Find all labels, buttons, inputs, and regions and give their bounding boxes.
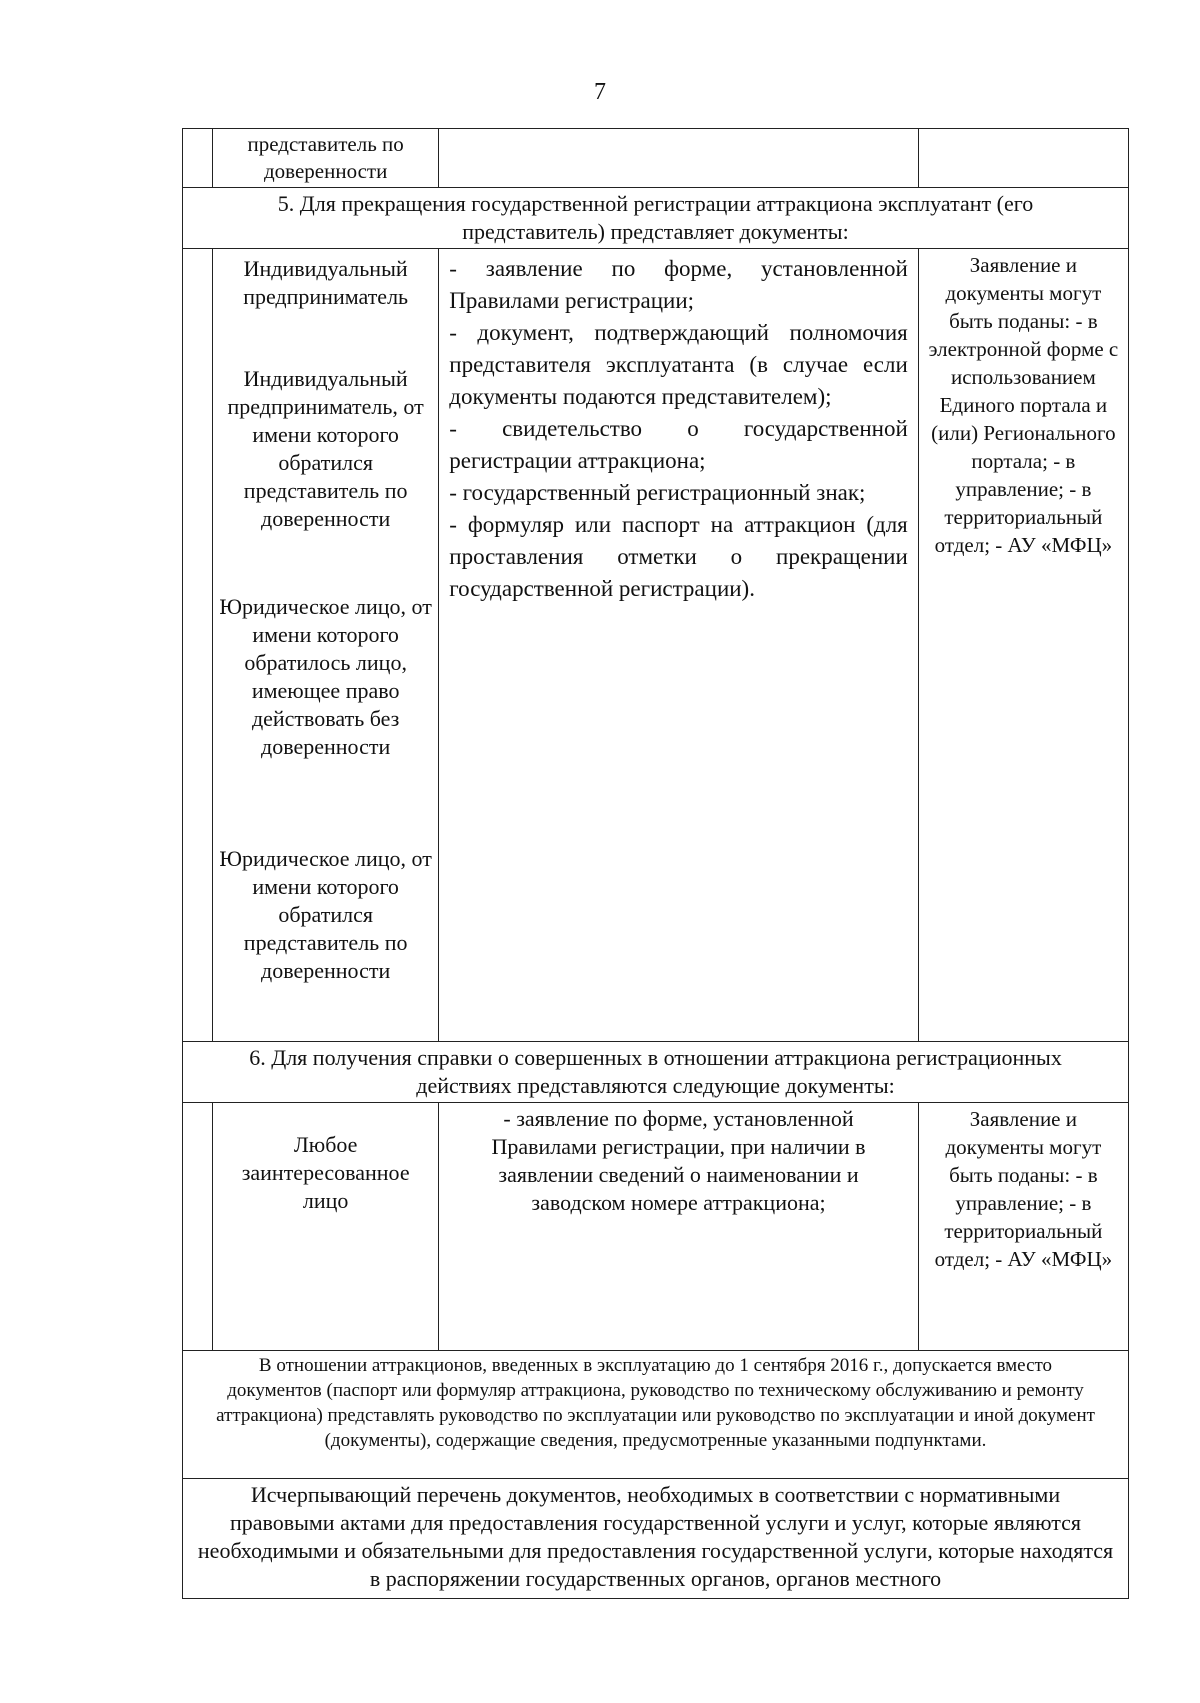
- documents-table: [182, 128, 1129, 1599]
- final-heading-text: Исчерпывающий перечень документов, необходимых в соответствии с нормативными правовыми актами для предоставления государственной услуги и услуг, которые являются необходимыми и обязательными для предоставления государственной услуги, которые находятся в распоряжении государственных органов, органов местного: [197, 1482, 1114, 1591]
- applicant-list: [213, 249, 438, 985]
- section-heading-row: [183, 188, 1129, 249]
- note-text: В отношении аттракционов, введенных в эксплуатацию до 1 сентября 2016 г., допускается вместо документов (паспорт или формуляр аттракциона, руководство по техническому обслуживанию и ремонту аттракциона) представлять руководство по эксплуатации или руководство по эксплуатации и иной документ (документы), содержащие сведения, предусмотренные указанными подпунктами.: [216, 1355, 1095, 1451]
- section-5-heading: 5. Для прекращения государственной регистрации аттракциона эксплуатант (его представитель) представляет документы:: [277, 191, 1034, 244]
- list-item: - формуляр или паспорт на аттракцион (для проставления отметки о прекращении государственной регистрации).: [449, 512, 908, 601]
- methods-cell: [918, 249, 1128, 1042]
- submission-methods: Заявление и документы могут быть поданы: - в электронной форме с использованием Единого портала и (или) Регионального портала; - в управление; - в территориальный отдел; - АУ «МФЦ»: [928, 253, 1119, 557]
- documents-cell: [439, 129, 919, 188]
- list-item: - свидетельство о государственной регистрации аттракциона;: [449, 416, 908, 473]
- applicant-entry: Юридическое лицо, от имени которого обратился представитель по доверенности: [219, 846, 432, 983]
- documents-cell: [439, 1103, 919, 1351]
- applicant-cell: [213, 1103, 439, 1351]
- section-6-heading-cell: [183, 1042, 1129, 1103]
- applicant-text: представитель по доверенности: [247, 132, 404, 183]
- submission-methods: Заявление и документы могут быть поданы: - в управление; - в территориальный отдел; - АУ «МФЦ»: [934, 1107, 1113, 1271]
- applicant-cell: [213, 129, 439, 188]
- list-item: - документ, подтверждающий полномочия представителя эксплуатанта (в случае если документы подаются представителем);: [449, 320, 908, 409]
- section-6-heading: 6. Для получения справки о совершенных в отношении аттракциона регистрационных действиях представляются следующие документы:: [249, 1045, 1062, 1098]
- number-cell: [183, 1103, 213, 1351]
- final-heading-cell: [183, 1479, 1129, 1599]
- list-item: - государственный регистрационный знак;: [449, 480, 866, 505]
- document-text: - заявление по форме, установленной Правилами регистрации, при наличии в заявлении сведений о наименовании и заводском номере аттракциона;: [491, 1106, 866, 1215]
- methods-cell: [918, 129, 1128, 188]
- documents-cell: [439, 249, 919, 1042]
- table-row: [183, 129, 1129, 188]
- applicant-entry: Индивидуальный предприниматель, от имени которого обратился представитель по доверенности: [227, 366, 424, 531]
- number-cell: [183, 249, 213, 1042]
- section-5-heading-cell: [183, 188, 1129, 249]
- applicant-cell: [213, 249, 439, 1042]
- final-heading-row: [183, 1479, 1129, 1599]
- applicant-entry: Юридическое лицо, от имени которого обратилось лицо, имеющее право действовать без доверенности: [219, 594, 432, 759]
- note-cell: [183, 1351, 1129, 1479]
- section-heading-row: [183, 1042, 1129, 1103]
- applicant-entry: Индивидуальный предприниматель: [243, 256, 409, 309]
- number-cell: [183, 129, 213, 188]
- page-number: 7: [594, 79, 606, 105]
- methods-cell: [918, 1103, 1128, 1351]
- document-list: [439, 249, 918, 605]
- applicant-text: Любое заинтересованное лицо: [241, 1132, 410, 1213]
- table-row: [183, 1103, 1129, 1351]
- table-row: [183, 249, 1129, 1042]
- note-row: [183, 1351, 1129, 1479]
- list-item: - заявление по форме, установленной Правилами регистрации;: [449, 256, 908, 313]
